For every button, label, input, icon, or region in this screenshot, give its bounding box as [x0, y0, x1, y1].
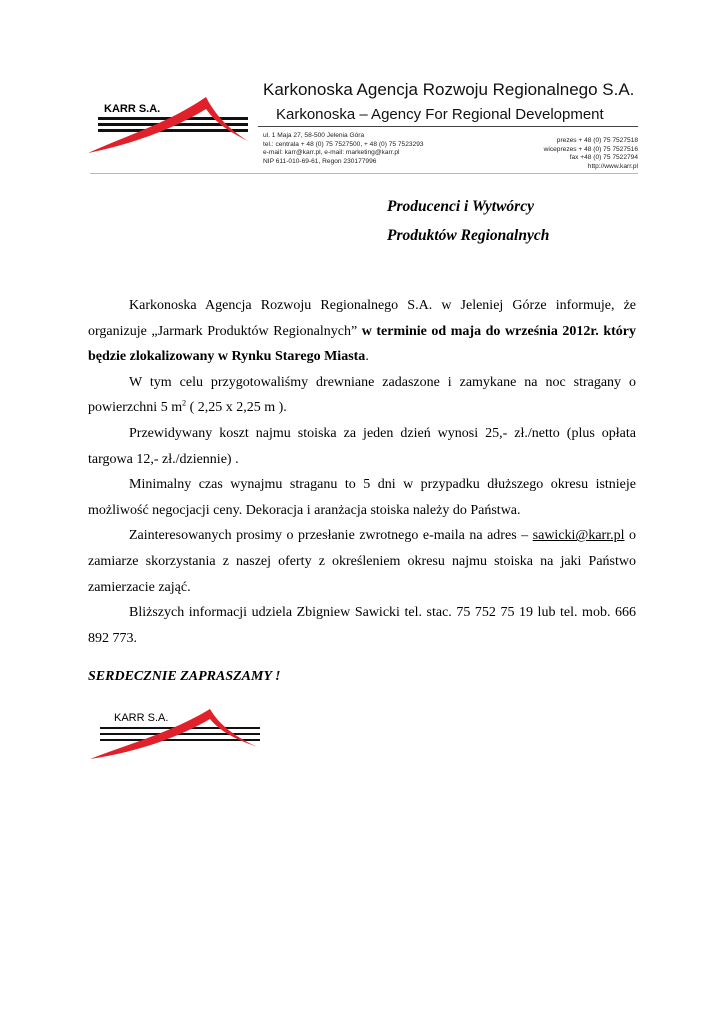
title-line-2: Produktów Regionalnych — [387, 227, 550, 244]
contact-block — [544, 137, 638, 171]
superscript: 2 — [182, 398, 187, 408]
paragraph-2-text: W tym celu przygotowaliśmy drewniane zadaszone i zamykane na noc stragany o powierzchni 5 m — [88, 374, 636, 416]
paragraph-6: Bliższych informacji udziela Zbigniew Sawicki tel. stac. 75 752 75 19 lub tel. mob. 666 892 773. — [88, 605, 636, 646]
paragraph-1-text: Karkonoska Agencja Rozwoju Regionalnego S.A. w Jeleniej Górze informuje, że organizuje „Jarmark Produktów Regionalnych” — [88, 298, 636, 339]
address-line: e-mail: karr@karr.pl, e-mail: marketing@karr.pl — [263, 149, 400, 157]
title-line-1: Producenci i Wytwórcy — [387, 198, 534, 215]
footer-logo-label: KARR S.A. — [114, 712, 169, 724]
karr-logo — [88, 95, 260, 157]
karr-logo-graphic — [88, 95, 260, 157]
paragraph-1-bold: w terminie od maja do września 2012r. który będzie zlokalizowany w Rynku Starego Miasta — [88, 323, 636, 365]
website-link[interactable]: http://www.karr.pl — [587, 162, 638, 170]
address-block — [263, 132, 424, 166]
paragraph-5-end: o zamiarze skorzystania z naszej oferty z określeniem okresu najmu stoiska na jaki Państwo zamierzacie zająć. — [88, 528, 636, 595]
org-name-pl: Karkonoska Agencja Rozwoju Regionalnego S.A. — [263, 80, 635, 99]
contact-line: wiceprezes + 48 (0) 75 7527516 — [543, 145, 638, 153]
address-line: tel.: centrala + 48 (0) 75 7527500, + 48 (0) 75 7523293 — [263, 140, 424, 148]
paragraph-1-end: . — [365, 349, 369, 365]
logo-label: KARR S.A. — [104, 103, 161, 115]
karr-logo-footer — [88, 703, 268, 765]
paragraph-5-text: Zainteresowanych prosimy o przesłanie zwrotnego e-maila na adres – — [129, 528, 533, 544]
paragraph-1 — [88, 293, 636, 370]
closing-line: SERDECZNIE ZAPRASZAMY ! — [88, 669, 281, 684]
paragraph-2-end: ( 2,25 x 2,25 m ). — [186, 400, 287, 416]
karr-logo-footer-graphic — [88, 703, 268, 765]
paragraph-4: Minimalny czas wynajmu straganu to 5 dni w przypadku dłuższego okresu istnieje możliwość negocjacji ceny. Dekoracja i aranżacja stoiska należy do Państwa. — [88, 477, 636, 518]
letter-body — [88, 293, 636, 651]
address-line: NIP 611-010-69-61, Regon 230177996 — [263, 157, 377, 165]
header-bottom-rule — [90, 173, 638, 174]
contact-line: prezes + 48 (0) 75 7527518 — [556, 137, 638, 144]
org-name-en: Karkonoska – Agency For Regional Development — [276, 106, 604, 123]
contact-line: fax +48 (0) 75 7522794 — [569, 154, 638, 162]
header-rule — [258, 126, 638, 127]
document-title — [387, 192, 549, 250]
email-link[interactable]: sawicki@karr.pl — [532, 528, 625, 544]
paragraph-3: Przewidywany koszt najmu stoiska za jeden dzień wynosi 25,- zł./netto (plus opłata targowa 12,- zł./dziennie) . — [88, 425, 636, 467]
paragraph-5 — [88, 523, 636, 600]
paragraph-2 — [88, 370, 636, 421]
address-line: ul. 1 Maja 27, 58-500 Jelenia Góra — [263, 132, 365, 139]
